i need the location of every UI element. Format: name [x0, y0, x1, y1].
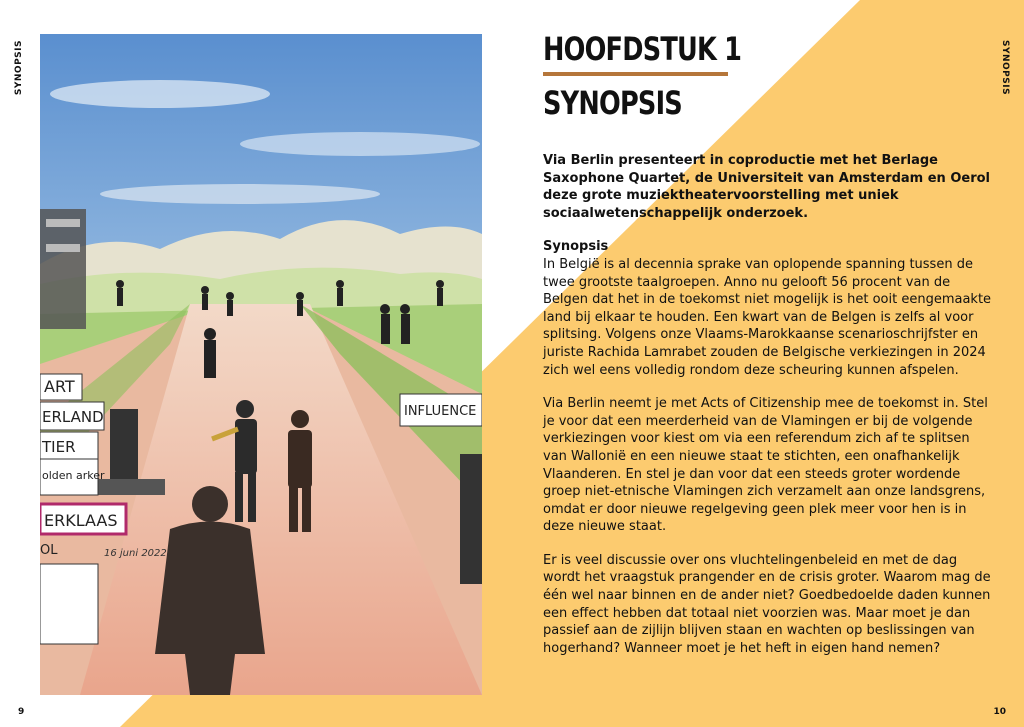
paragraph-3: Er is veel discussie over ons vluchtelingenbeleid en met de dag wordt het vraagstuk prangender en de crisis groter. Waarom mag de één wel naar binnen en de ander niet? Goedbedoelde daden kunnen een effect hebben dat totaal niet voorzien was. Maar moet je dan passief aan de zijlijn blijven staan en wachten op beslissingen van hogerhand? Wanneer moet je het heft in eigen hand nemen? [543, 552, 991, 656]
artist-signature: 16 juni 2022 [104, 548, 167, 559]
side-label-right: SYNOPSIS [1000, 40, 1010, 96]
heading-rule [543, 72, 728, 76]
sign-olden-arker: olden arker [42, 469, 105, 482]
page-number-right: 10 [993, 707, 1006, 717]
illustration-crowd-scene [40, 34, 482, 695]
chapter-heading: HOOFDSTUK 1 [543, 30, 742, 68]
sign-tier: TIER [42, 438, 76, 456]
sign-art: ART [44, 377, 75, 396]
sign-influence: INFLUENCE [404, 404, 477, 419]
side-label-left: SYNOPSIS [14, 40, 24, 96]
page-title: SYNOPSIS [543, 84, 682, 122]
sign-erklaas: ERKLAAS [44, 511, 118, 530]
sign-erland: ERLAND [42, 408, 104, 426]
lead-paragraph: Via Berlin presenteert in coproductie met het Berlage Saxophone Quartet, de Universiteit van Amsterdam en Oerol deze grote muziektheatervoorstelling met uniek sociaalwetenschappelijk onderzoek. [543, 153, 991, 221]
sign-ol: OL [40, 543, 58, 558]
synopsis-subheading: Synopsis [543, 239, 609, 255]
body-text [543, 152, 993, 673]
paragraph-1: In België is al decennia sprake van oplopende spanning tussen de twee grootste taalgroepen. Anno nu gelooft 56 procent van de Belgen dat het in de toekomst niet mogelijk is het ooit eengemaakte land bij elkaar te houden. Een kwart van de Belgen is zelfs al voor splitsing. Volgens onze Vlaams-Marokkaanse scenarioschrijfster en juriste Rachida Lamrabet zouden de Belgische verkiezingen in 2024 zich wel eens volledig rondom deze scheuring kunnen afspelen. [543, 256, 992, 378]
paragraph-2: Via Berlin neemt je met Acts of Citizenship mee de toekomst in. Stel je voor dat een meerderheid van de Vlamingen er bij de volgende verkiezingen voor kiest om via een referendum zich af te splitsen van Wallonië en een nieuwe staat te stichten, een onafhankelijk Vlaanderen. En stel je dan voor dat een steeds groter wordende groep niet-etnische Vlamingen zich verzamelt aan onze landsgrens, omdat er door nieuwe regelgeving geen plek meer voor hen is in deze nieuwe staat. [543, 396, 988, 535]
page-number-left: 9 [18, 707, 25, 717]
